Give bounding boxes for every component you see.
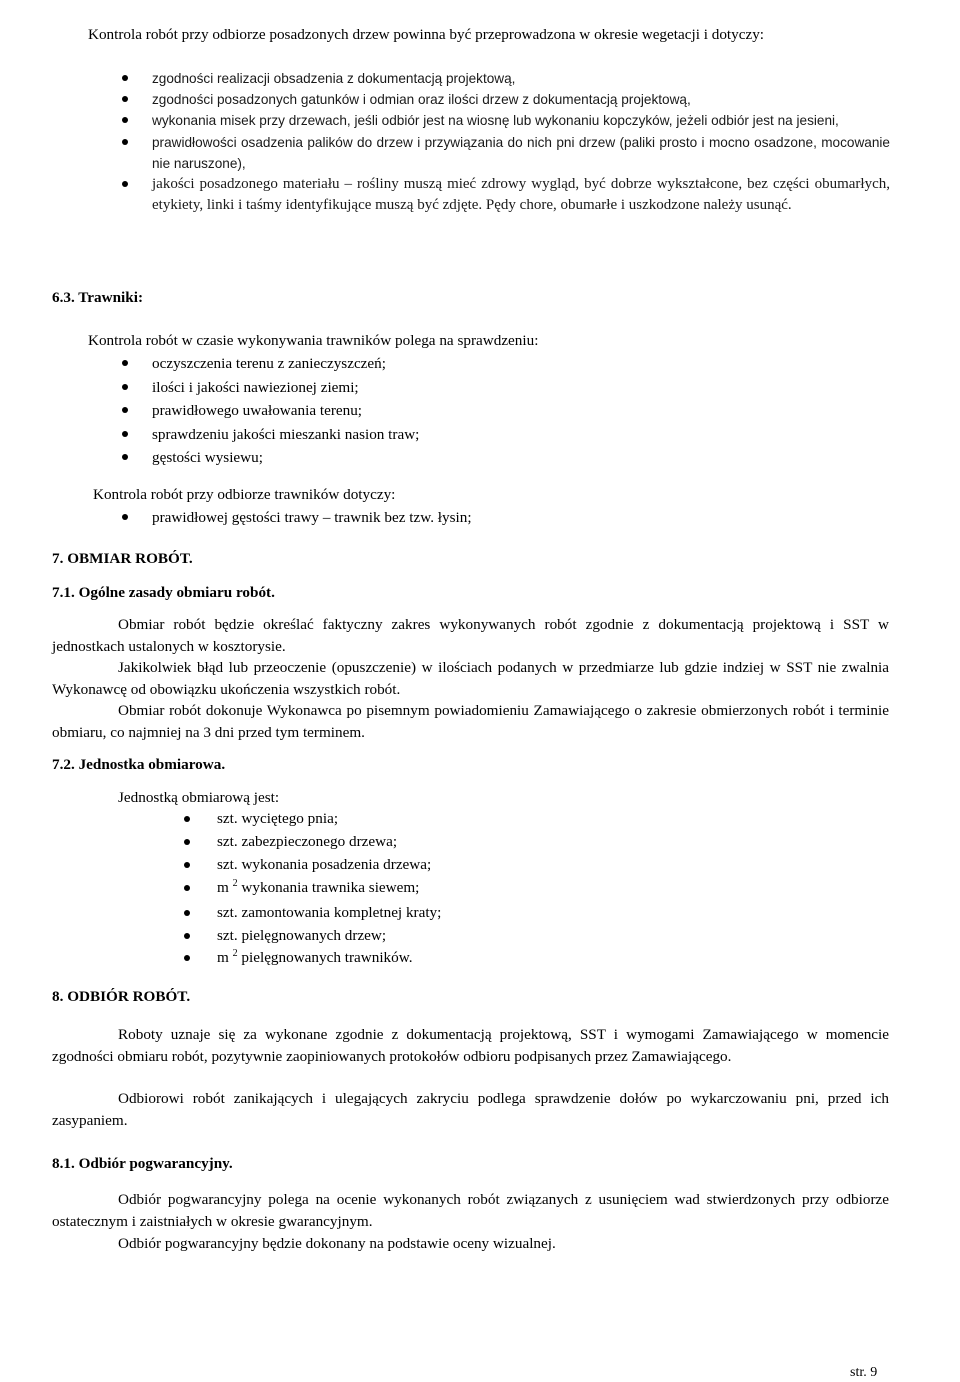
paragraph-7-1-p3: Obmiar robót dokonuje Wykonawca po pisemnym powiadomieniu Zamawiającego o zakresie obmierzonych robót i terminie obmiaru, co najmniej na 3 dni przed tym terminem. — [52, 702, 889, 741]
list-item: wykonania misek przy drzewach, jeśli odbiór jest na wiosnę lub wykonaniu kopczyków, jeżeli odbiór jest na jesieni, — [122, 110, 890, 131]
list-item: sprawdzeniu jakości mieszanki nasion traw; — [122, 423, 722, 447]
list-item: m $^2$ wykonania trawnika siewem; — [184, 877, 684, 902]
paragraph-units-intro: Jednostką obmiarową jest: — [118, 789, 280, 806]
heading-7-2: 7.2. Jednostka obmiarowa. — [52, 756, 226, 773]
list-item: zgodności realizacji obsadzenia z dokumentacją projektową, — [122, 68, 890, 89]
list-item: jakości posadzonego materiału – rośliny muszą mieć zdrowy wygląd, być dobrze wykształcone, bez części obumarłych, etykiety, linki i taśmy identyfikujące muszą być zdjęte. Pędy chore, obumarłe i uszkodzone należy usunąć. — [122, 174, 890, 216]
heading-7-1: 7.1. Ogólne zasady obmiaru robót. — [52, 584, 275, 601]
list-sec63-odbior — [122, 507, 722, 529]
paragraph-8-1-p4: Odbiór pogwarancyjny będzie dokonany na podstawie oceny wizualnej. — [118, 1235, 556, 1252]
paragraph-sec63-intro: Kontrola robót w czasie wykonywania trawników polega na sprawdzeniu: — [88, 332, 539, 349]
list-item: prawidłowego uwałowania terenu; — [122, 399, 722, 423]
list-item: m $^2$ pielęgnowanych trawników. — [184, 947, 684, 972]
paragraph-sec63-odbior: Kontrola robót przy odbiorze trawników dotyczy: — [93, 486, 396, 503]
list-item: prawidłowości osadzenia palików do drzew i przywiązania do nich pni drzew (paliki prosto i mocno osadzone, mocowanie nie naruszone), — [122, 132, 890, 174]
list-item: oczyszczenia terenu z zanieczyszczeń; — [122, 352, 722, 376]
list-item: gęstości wysiewu; — [122, 446, 722, 470]
list-item: szt. wyciętego pnia; — [184, 808, 684, 831]
paragraph-sec62-intro: Kontrola robót przy odbiorze posadzonych drzew powinna być przeprowadzona w okresie wegetacji i dotyczy: — [88, 26, 765, 43]
list-sec63 — [122, 352, 722, 470]
paragraph-8-p1: Roboty uznaje się za wykonane zgodnie z dokumentacją projektową, SST i wymogami Zamawiającego w momencie zgodności obmiaru robót, pozytywnie zaopiniowanych protokołów odbioru podpisanych przez Zamawiającego. — [52, 1026, 889, 1065]
paragraph-7-1-p2: Jakikolwiek błąd lub przeoczenie (opuszczenie) w ilościach podanych w przedmiarze lub gdzie indziej w SST nie zwalnia Wykonawcę od obowiązku ukończenia wszystkich robót. — [52, 659, 889, 698]
heading-7: 7. OBMIAR ROBÓT. — [52, 550, 193, 567]
list-item: prawidłowej gęstości trawy – trawnik bez tzw. łysin; — [122, 507, 722, 529]
heading-8-1: 8.1. Odbiór pogwarancyjny. — [52, 1155, 233, 1172]
heading-6-3: 6.3. Trawniki: — [52, 289, 143, 306]
paragraph-8-1-p3: Odbiór pogwarancyjny polega na ocenie wykonanych robót związanych z usunięciem wad stwierdzonych przy odbiorze ostatecznym i zaistniałych w okresie gwarancyjnym. — [52, 1191, 889, 1230]
heading-8: 8. ODBIÓR ROBÓT. — [52, 988, 191, 1005]
paragraph-8-p2: Odbiorowi robót zanikających i ulegających zakryciu podlega sprawdzenie dołów po wykarczowaniu pni, przed ich zasypaniem. — [52, 1090, 889, 1129]
list-sec62 — [122, 68, 890, 216]
page-number: str. 9 — [850, 1365, 878, 1380]
list-item: szt. zabezpieczonego drzewa; — [184, 831, 684, 854]
list-item: szt. pielęgnowanych drzew; — [184, 925, 684, 948]
list-item: ilości i jakości nawiezionej ziemi; — [122, 376, 722, 400]
list-item: szt. wykonania posadzenia drzewa; — [184, 854, 684, 877]
list-units — [184, 808, 684, 972]
list-item: zgodności posadzonych gatunków i odmian oraz ilości drzew z dokumentacją projektową, — [122, 89, 890, 110]
list-item: szt. zamontowania kompletnej kraty; — [184, 902, 684, 925]
paragraph-7-1-p1: Obmiar robót będzie określać faktyczny zakres wykonywanych robót zgodnie z dokumentacją projektową i SST w jednostkach ustalonych w kosztorysie. — [52, 616, 889, 655]
